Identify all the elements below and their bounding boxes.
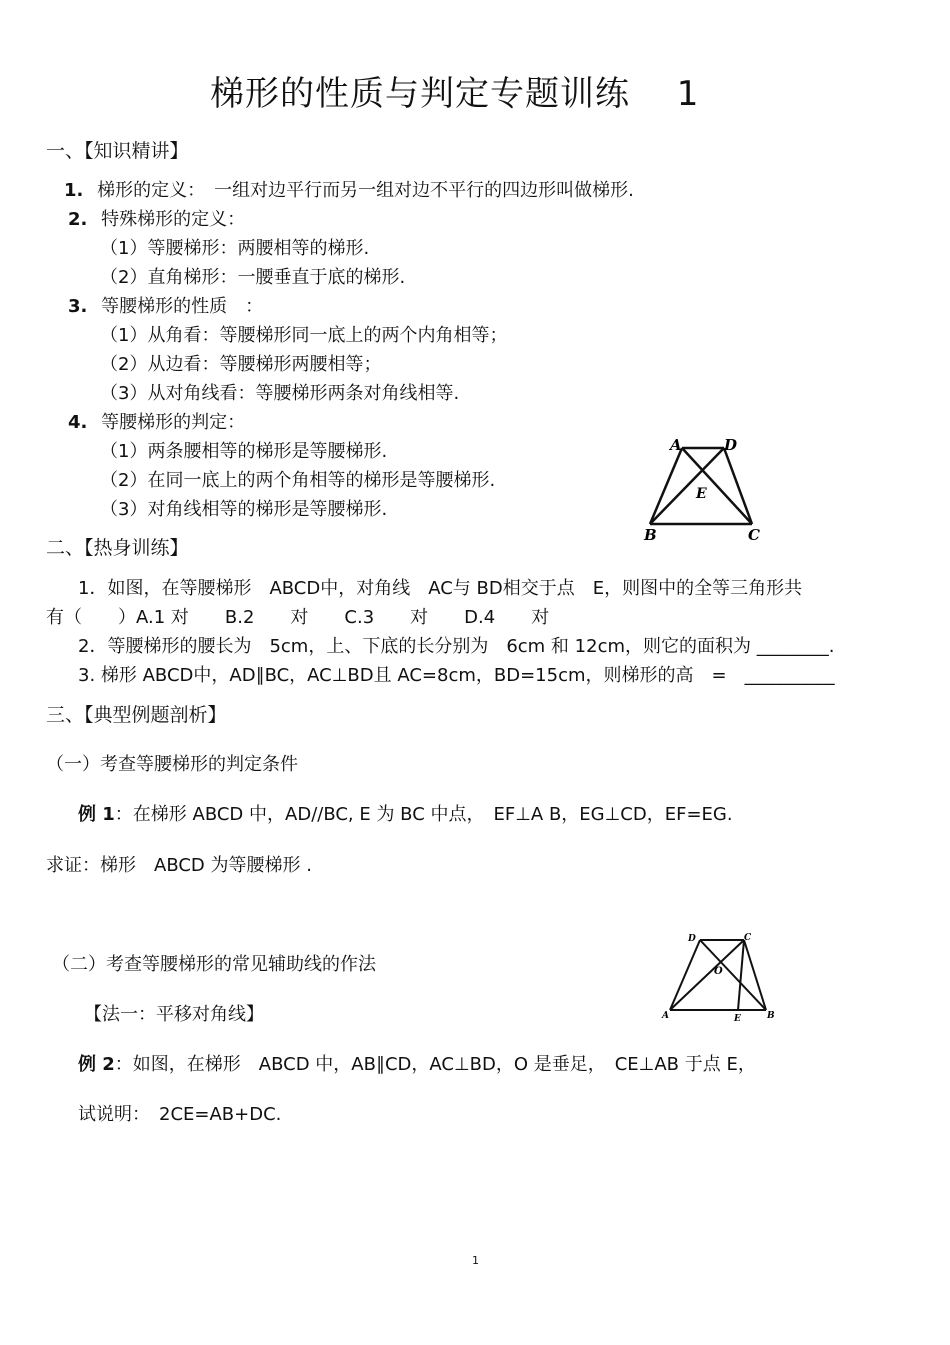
- list-item: [68, 408, 245, 434]
- item-text: 梯形的定义： 一组对边平行而另一组对边不平行的四边形叫做梯形.: [97, 180, 634, 201]
- question-3: 3. 梯形 ABCD中，AD∥BC，AC⊥BD且 AC=8cm，BD=15cm，则梯形的高 = __________: [78, 665, 835, 686]
- section-1-heading: 一、【知识精讲】: [46, 140, 189, 162]
- example-2-label: 例 2: [78, 1054, 115, 1075]
- list-item: （1）两条腰相等的梯形是等腰梯形.: [100, 441, 388, 462]
- vertex-label-d: D: [688, 934, 696, 944]
- subsection-1-heading: （一）考查等腰梯形的判定条件: [46, 754, 298, 775]
- page-title: 梯形的性质与判定专题训练 1: [210, 74, 700, 114]
- question-1-line-2: 有（ ）A.1 对 B.2 对 C.3 对 D.4 对: [46, 607, 550, 628]
- list-item: （3）对角线相等的梯形是等腰梯形.: [100, 499, 388, 520]
- list-item: （2）在同一底上的两个角相等的梯形是等腰梯形.: [100, 470, 496, 491]
- example-1-text: ：在梯形 ABCD 中，AD//BC, E 为 BC 中点， EF⊥A B，EG⊥CD，EF=EG.: [114, 804, 733, 825]
- item-text: 特殊梯形的定义：: [101, 209, 246, 230]
- item-text: 等腰梯形的性质 ：: [101, 296, 264, 317]
- method-1-heading: 【法一：平移对角线】: [84, 1004, 264, 1025]
- item-text: 等腰梯形的判定：: [101, 412, 246, 433]
- list-item: （1）从角看：等腰梯形同一底上的两个内角相等；: [100, 325, 508, 346]
- list-item: （3）从对角线看：等腰梯形两条对角线相等.: [100, 383, 460, 404]
- item-number: 3.: [68, 296, 88, 317]
- example-2-text: ：如图，在梯形 ABCD 中，AB∥CD，AC⊥BD，O 是垂足， CE⊥AB 于点 E，: [114, 1054, 756, 1075]
- vertex-label-d: D: [724, 436, 738, 454]
- example-2-line-2: 试说明： 2CE=AB+DC.: [78, 1104, 282, 1125]
- list-item: （2）从边看：等腰梯形两腰相等；: [100, 354, 382, 375]
- example-1: [78, 800, 733, 826]
- list-item: [64, 176, 634, 202]
- list-item: （2）直角梯形：一腰垂直于底的梯形.: [100, 267, 406, 288]
- section-2-heading: 二、【热身训练】: [46, 537, 189, 559]
- list-item: （1）等腰梯形：两腰相等的梯形.: [100, 238, 370, 259]
- vertex-label-b: B: [644, 526, 657, 544]
- item-number: 4.: [68, 412, 88, 433]
- list-item: [68, 205, 245, 231]
- vertex-label-o: O: [714, 966, 723, 977]
- vertex-label-a: A: [662, 1011, 669, 1021]
- item-number: 2.: [68, 209, 88, 230]
- vertex-label-c: C: [744, 933, 752, 943]
- example-1-label: 例 1: [78, 804, 115, 825]
- vertex-label-a: A: [670, 436, 682, 454]
- example-1-prove: 求证：梯形 ABCD 为等腰梯形 .: [46, 855, 312, 876]
- vertex-label-e: E: [696, 486, 707, 502]
- list-item: [68, 292, 263, 318]
- vertex-label-b: B: [767, 1011, 775, 1021]
- subsection-2-heading: （二）考查等腰梯形的常见辅助线的作法: [52, 954, 376, 975]
- trapezoid-figure-1: [638, 432, 770, 548]
- page-number: 1: [472, 1254, 479, 1267]
- vertex-label-e: E: [734, 1014, 741, 1024]
- item-number: 1.: [64, 180, 84, 201]
- trapezoid-figure-2: [656, 928, 780, 1024]
- question-1-line-1: 1．如图，在等腰梯形 ABCD中，对角线 AC与 BD相交于点 E，则图中的全等三角形共: [78, 578, 803, 599]
- question-2: 2．等腰梯形的腰长为 5cm，上、下底的长分别为 6cm 和 12cm，则它的面积为 ________.: [78, 636, 835, 657]
- vertex-label-c: C: [748, 526, 760, 544]
- example-2: [78, 1050, 756, 1076]
- section-3-heading: 三、【典型例题剖析】: [46, 704, 227, 726]
